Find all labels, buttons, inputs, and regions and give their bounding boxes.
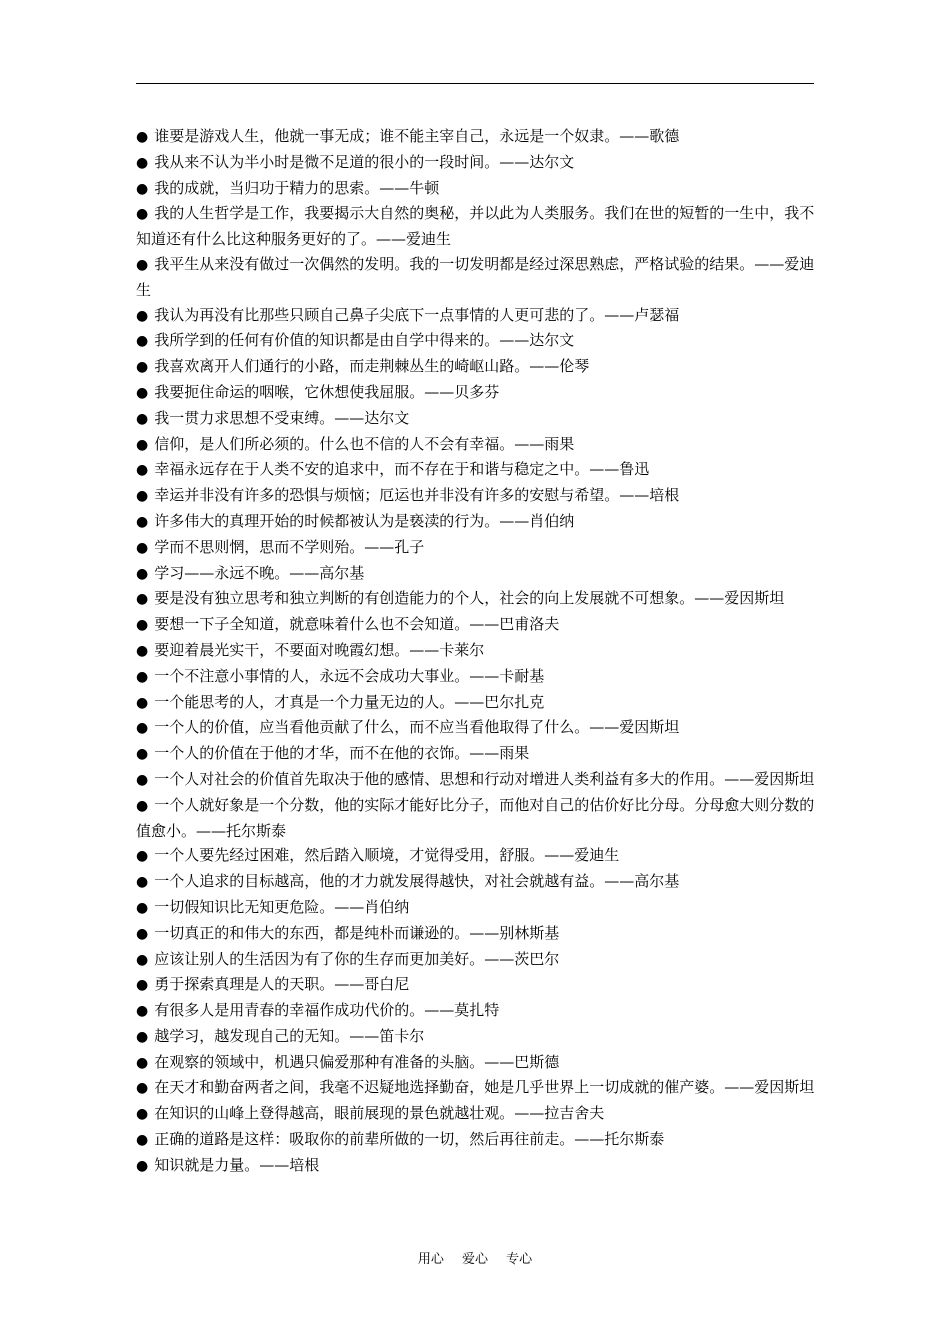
quote-item	[136, 612, 816, 638]
quote-text: 一个人就好象是一个分数，他的实际才能好比分子，而他对自己的估价好比分母。分母愈大则分数的值愈小。——托尔斯泰	[136, 795, 815, 840]
bullet-icon: ●	[136, 333, 149, 350]
bullet-icon: ●	[136, 206, 149, 223]
quote-item	[136, 715, 816, 741]
quote-item	[136, 869, 816, 895]
bullet-icon: ●	[136, 307, 149, 324]
quote-text: 在知识的山峰上登得越高，眼前展现的景色就越壮观。——拉吉舍夫	[154, 1104, 605, 1123]
header-rule	[136, 83, 814, 84]
quote-item	[136, 457, 816, 483]
quote-text: 要是没有独立思考和独立判断的有创造能力的个人，社会的向上发展就不可想象。——爱因斯坦	[154, 589, 785, 608]
bullet-icon: ●	[136, 617, 149, 634]
quote-text: 应该让别人的生活因为有了你的生存而更加美好。——茨巴尔	[154, 949, 560, 968]
bullet-icon: ●	[136, 591, 149, 608]
quote-item	[136, 1075, 816, 1101]
bullet-icon: ●	[136, 694, 149, 711]
bullet-icon: ●	[136, 899, 149, 916]
quote-text: 信仰，是人们所必须的。什么也不信的人不会有幸福。——雨果	[154, 434, 575, 453]
quote-text: 许多伟大的真理开始的时候都被认为是亵渎的行为。——肖伯纳	[154, 511, 575, 530]
quote-text: 一个不注意小事情的人，永远不会成功大事业。——卡耐基	[154, 666, 545, 685]
bullet-icon: ●	[136, 384, 149, 401]
bullet-icon: ●	[136, 539, 149, 556]
bullet-icon: ●	[136, 513, 149, 530]
quote-text: 谁要是游戏人生，他就一事无成；谁不能主宰自己，永远是一个奴隶。——歌德	[154, 127, 680, 145]
quote-item	[136, 303, 816, 329]
quote-text: 知识就是力量。——培根	[154, 1155, 320, 1174]
quote-item	[136, 972, 816, 998]
bullet-icon: ●	[136, 488, 149, 505]
quote-text: 在天才和勤奋两者之间，我毫不迟疑地选择勤奋，她是几乎世界上一切成就的催产婆。——爱因斯坦	[154, 1078, 815, 1097]
quote-text: 幸福永远存在于人类不安的追求中，而不存在于和谐与稳定之中。——鲁迅	[154, 460, 650, 479]
bullet-icon: ●	[136, 256, 149, 273]
bullet-icon: ●	[136, 129, 149, 145]
quote-item	[136, 124, 816, 150]
bullet-icon: ●	[136, 977, 149, 994]
quote-item	[136, 767, 816, 793]
quote-item	[136, 380, 816, 406]
quote-item	[136, 176, 816, 202]
quote-item	[136, 328, 816, 354]
quote-text: 我认为再没有比那些只顾自己鼻子尖底下一点事情的人更可悲的了。——卢瑟福	[154, 305, 680, 324]
quote-text: 勇于探索真理是人的天职。——哥白尼	[154, 975, 410, 994]
bullet-icon: ●	[136, 1003, 149, 1020]
bullet-icon: ●	[136, 668, 149, 685]
bullet-icon: ●	[136, 410, 149, 427]
quote-item	[136, 895, 816, 921]
quote-text: 一个人要先经过困难，然后踏入顺境，才觉得受用，舒服。——爱迪生	[154, 846, 620, 865]
quote-item	[136, 1127, 816, 1153]
quote-item	[136, 843, 816, 869]
quote-item	[136, 998, 816, 1024]
quote-text: 一个人追求的目标越高，他的才力就发展得越快，对社会就越有益。——高尔基	[154, 872, 680, 891]
quote-text: 在观察的领域中，机遇只偏爱那种有准备的头脑。——巴斯德	[154, 1052, 560, 1071]
quote-item	[136, 586, 816, 612]
quote-item	[136, 535, 816, 561]
quote-item	[136, 483, 816, 509]
quote-item	[136, 354, 816, 380]
quote-item	[136, 201, 816, 252]
bullet-icon: ●	[136, 565, 149, 582]
quote-text: 越学习，越发现自己的无知。——笛卡尔	[154, 1026, 425, 1045]
quote-text: 一个能思考的人，才真是一个力量无边的人。——巴尔扎克	[154, 692, 545, 711]
quote-text: 我喜欢离开人们通行的小路，而走荆棘丛生的崎岖山路。——伦琴	[154, 357, 590, 376]
quote-item	[136, 793, 816, 844]
bullet-icon: ●	[136, 746, 149, 763]
quote-item	[136, 252, 816, 303]
quote-item	[136, 1024, 816, 1050]
quote-text: 有很多人是用青春的幸福作成功代价的。——莫扎特	[154, 1001, 500, 1020]
bullet-icon: ●	[136, 1157, 149, 1174]
quote-text: 一个人对社会的价值首先取决于他的感情、思想和行动对增进人类利益有多大的作用。——爱因斯坦	[154, 769, 815, 788]
quote-text: 我所学到的任何有价值的知识都是由自学中得来的。——达尔文	[154, 331, 575, 350]
quote-item	[136, 1101, 816, 1127]
quote-text: 我的成就，当归功于精力的思索。——牛顿	[154, 178, 440, 197]
quote-text: 一个人的价值，应当看他贡献了什么，而不应当看他取得了什么。——爱因斯坦	[154, 718, 680, 737]
quote-text: 学而不思则惘，思而不学则殆。——孔子	[154, 537, 425, 556]
quote-item	[136, 406, 816, 432]
bullet-icon: ●	[136, 154, 149, 171]
quote-list	[136, 124, 816, 1179]
bullet-icon: ●	[136, 951, 149, 968]
bullet-icon: ●	[136, 797, 149, 814]
quote-item	[136, 947, 816, 973]
quote-item	[136, 638, 816, 664]
quote-item	[136, 690, 816, 716]
quote-text: 要想一下子全知道，就意味着什么也不会知道。——巴甫洛夫	[154, 615, 560, 634]
quote-item	[136, 1153, 816, 1179]
quote-item	[136, 1050, 816, 1076]
bullet-icon: ●	[136, 1106, 149, 1123]
quote-text: 我平生从来没有做过一次偶然的发明。我的一切发明都是经过深思熟虑，严格试验的结果。——爱迪生	[136, 254, 815, 299]
quote-item	[136, 664, 816, 690]
quote-text: 正确的道路是这样：吸取你的前辈所做的一切，然后再往前走。——托尔斯泰	[154, 1130, 665, 1149]
bullet-icon: ●	[136, 925, 149, 942]
quote-item	[136, 509, 816, 535]
bullet-icon: ●	[136, 180, 149, 197]
bullet-icon: ●	[136, 848, 149, 865]
quote-item	[136, 921, 816, 947]
quote-text: 我的人生哲学是工作，我要揭示大自然的奥秘，并以此为人类服务。我们在世的短暂的一生中，我不知道还有什么比这种服务更好的了。——爱迪生	[136, 204, 815, 249]
quote-text: 要迎着晨光实干，不要面对晚霞幻想。——卡莱尔	[154, 640, 485, 659]
bullet-icon: ●	[136, 1028, 149, 1045]
bullet-icon: ●	[136, 720, 149, 737]
quote-item	[136, 561, 816, 587]
quote-text: 我一贯力求思想不受束缚。——达尔文	[154, 408, 410, 427]
quote-text: 一切假知识比无知更危险。——肖伯纳	[154, 897, 410, 916]
quote-item	[136, 432, 816, 458]
quote-text: 幸运并非没有许多的恐惧与烦恼；厄运也并非没有许多的安慰与希望。——培根	[154, 486, 680, 505]
bullet-icon: ●	[136, 642, 149, 659]
bullet-icon: ●	[136, 359, 149, 376]
page-footer: 用心 爱心 专心	[417, 1252, 533, 1267]
bullet-icon: ●	[136, 462, 149, 479]
quote-item	[136, 150, 816, 176]
bullet-icon: ●	[136, 1054, 149, 1071]
quote-text: 一切真正的和伟大的东西，都是纯朴而谦逊的。——别林斯基	[154, 923, 560, 942]
bullet-icon: ●	[136, 1132, 149, 1149]
bullet-icon: ●	[136, 771, 149, 788]
bullet-icon: ●	[136, 874, 149, 891]
bullet-icon: ●	[136, 436, 149, 453]
quote-text: 学习——永远不晚。——高尔基	[154, 563, 365, 582]
quote-text: 我要扼住命运的咽喉，它休想使我屈服。——贝多芬	[154, 382, 500, 401]
quote-text: 我从来不认为半小时是微不足道的很小的一段时间。——达尔文	[154, 152, 575, 171]
quote-text: 一个人的价值在于他的才华，而不在他的衣饰。——雨果	[154, 744, 530, 763]
quote-item	[136, 741, 816, 767]
bullet-icon: ●	[136, 1080, 149, 1097]
